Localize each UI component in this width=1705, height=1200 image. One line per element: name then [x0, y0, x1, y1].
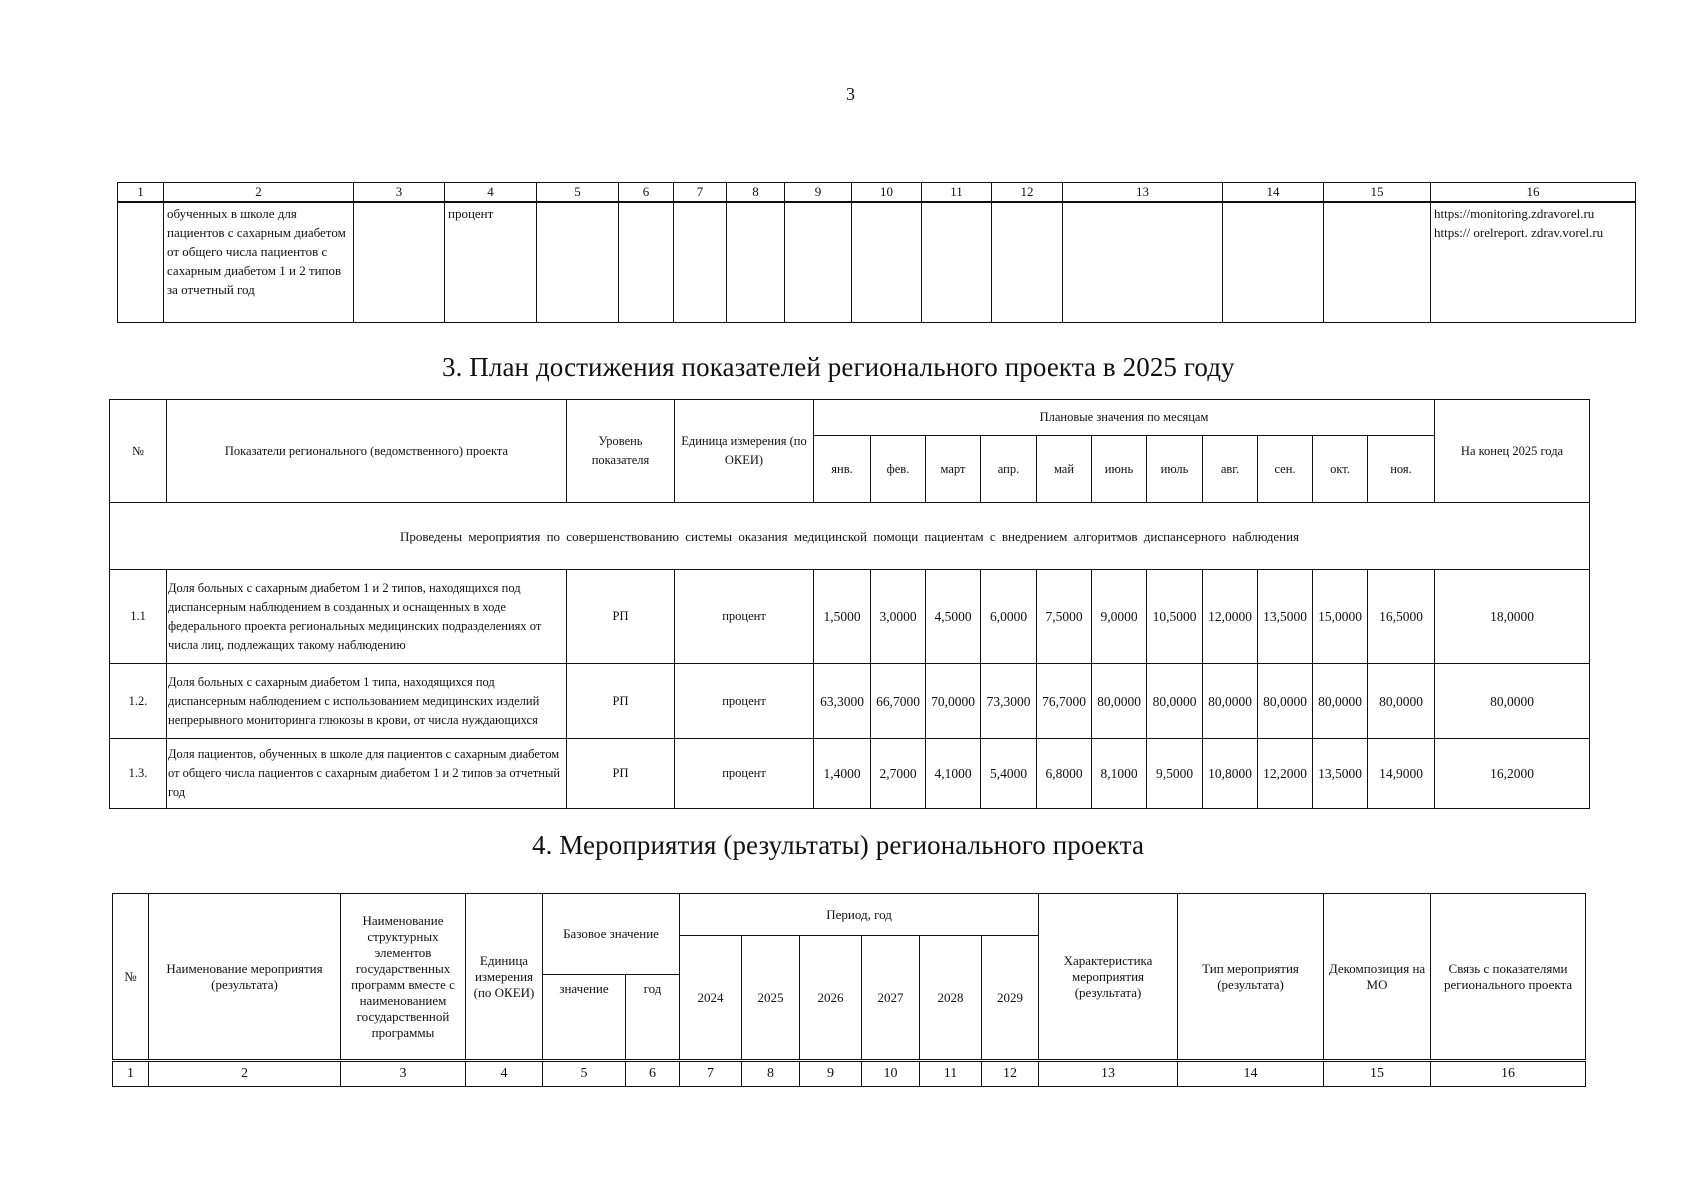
month-value: 1,4000 — [814, 739, 871, 809]
column-number: 13 — [1039, 1061, 1178, 1087]
column-number: 4 — [466, 1061, 543, 1087]
col-header-num: № — [110, 400, 167, 503]
unit-cell: процент — [675, 570, 814, 664]
month-header: янв. — [814, 436, 871, 503]
continuation-table — [117, 182, 1636, 323]
column-number: 9 — [800, 1061, 862, 1087]
col-header-name: Наименование мероприятия (результата) — [149, 894, 341, 1061]
month-header: фев. — [871, 436, 926, 503]
month-value: 80,0000 — [1258, 664, 1313, 739]
unit-cell: процент — [675, 739, 814, 809]
month-value: 13,5000 — [1313, 739, 1368, 809]
source-link[interactable]: https://monitoring.zdravorel.ru — [1434, 206, 1595, 221]
indicators-plan-table — [109, 399, 1590, 809]
month-value: 9,5000 — [1147, 739, 1203, 809]
indicator-name: Доля пациентов, обученных в школе для пациентов с сахарным диабетом от общего числа пациентов с сахарным диабетом 1 и 2 типов за отчетный год — [167, 739, 567, 809]
table-row — [110, 664, 1590, 739]
column-number: 11 — [922, 183, 992, 203]
month-value: 4,1000 — [926, 739, 981, 809]
col-header-base-value: значение — [543, 975, 626, 1061]
month-value: 5,4000 — [981, 739, 1037, 809]
column-number: 16 — [1431, 1061, 1586, 1087]
column-number: 3 — [341, 1061, 466, 1087]
month-value: 80,0000 — [1313, 664, 1368, 739]
column-number: 8 — [742, 1061, 800, 1087]
column-number: 5 — [543, 1061, 626, 1087]
column-number: 7 — [674, 183, 727, 203]
month-value: 1,5000 — [814, 570, 871, 664]
level-cell: РП — [567, 570, 675, 664]
table-row — [118, 202, 1636, 323]
year-end-value: 80,0000 — [1435, 664, 1590, 739]
month-header: авг. — [1203, 436, 1258, 503]
month-value: 9,0000 — [1092, 570, 1147, 664]
col-header-type: Тип мероприятия (результата) — [1178, 894, 1324, 1061]
month-value: 8,1000 — [1092, 739, 1147, 809]
column-number: 1 — [118, 183, 164, 203]
column-number: 8 — [727, 183, 785, 203]
month-value: 6,8000 — [1037, 739, 1092, 809]
source-links — [1431, 202, 1636, 323]
activities-table — [112, 893, 1586, 1087]
section-row — [110, 503, 1590, 570]
indicator-text: обученных в школе для пациентов с сахарным диабетом от общего числа пациентов с сахарным диабетом 1 и 2 типов за отчетный год — [164, 202, 354, 323]
column-number: 1 — [113, 1061, 149, 1087]
row-num: 1.2. — [110, 664, 167, 739]
source-link[interactable]: https:// orelreport. zdrav.vorel.ru — [1434, 225, 1604, 240]
column-number: 6 — [626, 1061, 680, 1087]
month-header: май — [1037, 436, 1092, 503]
month-value: 12,2000 — [1258, 739, 1313, 809]
month-value: 76,7000 — [1037, 664, 1092, 739]
month-value: 80,0000 — [1092, 664, 1147, 739]
year-header: 2029 — [982, 936, 1039, 1061]
col-header-monthly: Плановые значения по месяцам — [814, 400, 1435, 436]
col-header-decomposition: Декомпозиция на МО — [1324, 894, 1431, 1061]
page-number: 3 — [846, 84, 855, 104]
col-header-link: Связь с показателями регионального проекта — [1431, 894, 1586, 1061]
column-number: 4 — [445, 183, 537, 203]
column-number: 16 — [1431, 183, 1636, 203]
indicator-name: Доля больных с сахарным диабетом 1 типа, находящихся под диспансерным наблюдением с использованием медицинских изделий непрерывного мониторинга глюкозы в крови, от числа нуждающихся — [167, 664, 567, 739]
column-number: 15 — [1324, 1061, 1431, 1087]
column-number: 15 — [1324, 183, 1431, 203]
month-value: 4,5000 — [926, 570, 981, 664]
month-header: июнь — [1092, 436, 1147, 503]
year-end-value: 18,0000 — [1435, 570, 1590, 664]
year-header: 2027 — [862, 936, 920, 1061]
month-value: 70,0000 — [926, 664, 981, 739]
month-header: апр. — [981, 436, 1037, 503]
month-value: 7,5000 — [1037, 570, 1092, 664]
month-value: 12,0000 — [1203, 570, 1258, 664]
col-header-period: Период, год — [680, 894, 1039, 936]
month-header: окт. — [1313, 436, 1368, 503]
column-number: 7 — [680, 1061, 742, 1087]
row-num: 1.3. — [110, 739, 167, 809]
col-header-year-end: На конец 2025 года — [1435, 400, 1590, 503]
col-header-level: Уровень показателя — [567, 400, 675, 503]
month-value: 63,3000 — [814, 664, 871, 739]
month-value: 2,7000 — [871, 739, 926, 809]
month-value: 10,8000 — [1203, 739, 1258, 809]
month-value: 80,0000 — [1147, 664, 1203, 739]
column-number: 2 — [164, 183, 354, 203]
year-header: 2024 — [680, 936, 742, 1061]
column-number: 14 — [1223, 183, 1324, 203]
level-cell: РП — [567, 664, 675, 739]
month-header: сен. — [1258, 436, 1313, 503]
unit-cell: процент — [445, 202, 537, 323]
table-row — [110, 570, 1590, 664]
month-value: 10,5000 — [1147, 570, 1203, 664]
year-header: 2026 — [800, 936, 862, 1061]
column-number: 14 — [1178, 1061, 1324, 1087]
table-row — [110, 739, 1590, 809]
month-value: 15,0000 — [1313, 570, 1368, 664]
column-number: 2 — [149, 1061, 341, 1087]
column-number-row — [113, 1061, 1586, 1087]
section-4-title: 4. Мероприятия (результаты) регионального проекта — [532, 830, 1145, 860]
column-number: 11 — [920, 1061, 982, 1087]
month-value: 14,9000 — [1368, 739, 1435, 809]
col-header-num: № — [113, 894, 149, 1061]
col-header-indicator: Показатели регионального (ведомственного) проекта — [167, 400, 567, 503]
column-number: 10 — [862, 1061, 920, 1087]
column-number: 3 — [354, 183, 445, 203]
month-header: ноя. — [1368, 436, 1435, 503]
col-header-structural: Наименование структурных элементов государственных программ вместе с наименованием государственной программы — [341, 894, 466, 1061]
row-num: 1.1 — [110, 570, 167, 664]
year-header: 2028 — [920, 936, 982, 1061]
column-number: 6 — [619, 183, 674, 203]
column-number: 13 — [1063, 183, 1223, 203]
column-number: 9 — [785, 183, 852, 203]
unit-cell: процент — [675, 664, 814, 739]
month-header: июль — [1147, 436, 1203, 503]
column-number-row — [118, 183, 1636, 203]
col-header-characteristic: Характеристика мероприятия (результата) — [1039, 894, 1178, 1061]
month-value: 13,5000 — [1258, 570, 1313, 664]
col-header-base-year: год — [626, 975, 680, 1061]
col-header-unit: Единица измерения (по ОКЕИ) — [675, 400, 814, 503]
year-end-value: 16,2000 — [1435, 739, 1590, 809]
section-3-title: 3. План достижения показателей регионального проекта в 2025 году — [442, 352, 1235, 382]
month-value: 80,0000 — [1203, 664, 1258, 739]
col-header-base: Базовое значение — [543, 894, 680, 975]
month-value: 3,0000 — [871, 570, 926, 664]
month-header: март — [926, 436, 981, 503]
month-value: 66,7000 — [871, 664, 926, 739]
month-value: 16,5000 — [1368, 570, 1435, 664]
month-value: 6,0000 — [981, 570, 1037, 664]
month-value: 80,0000 — [1368, 664, 1435, 739]
year-header: 2025 — [742, 936, 800, 1061]
month-value: 73,3000 — [981, 664, 1037, 739]
section-row-text: Проведены мероприятия по совершенствованию системы оказания медицинской помощи пациентам с внедрением алгоритмов диспансерного наблюдения — [110, 503, 1590, 570]
indicator-name: Доля больных с сахарным диабетом 1 и 2 типов, находящихся под диспансерным наблюдением в созданных и оснащенных в ходе федерального проекта региональных медицинских подразделениях от числа лиц, подлежащих такому наблюдению — [167, 570, 567, 664]
header-row — [110, 400, 1590, 436]
header-row — [113, 894, 1586, 936]
column-number: 12 — [982, 1061, 1039, 1087]
column-number: 10 — [852, 183, 922, 203]
level-cell: РП — [567, 739, 675, 809]
col-header-unit: Единица измерения (по ОКЕИ) — [466, 894, 543, 1061]
column-number: 12 — [992, 183, 1063, 203]
column-number: 5 — [537, 183, 619, 203]
